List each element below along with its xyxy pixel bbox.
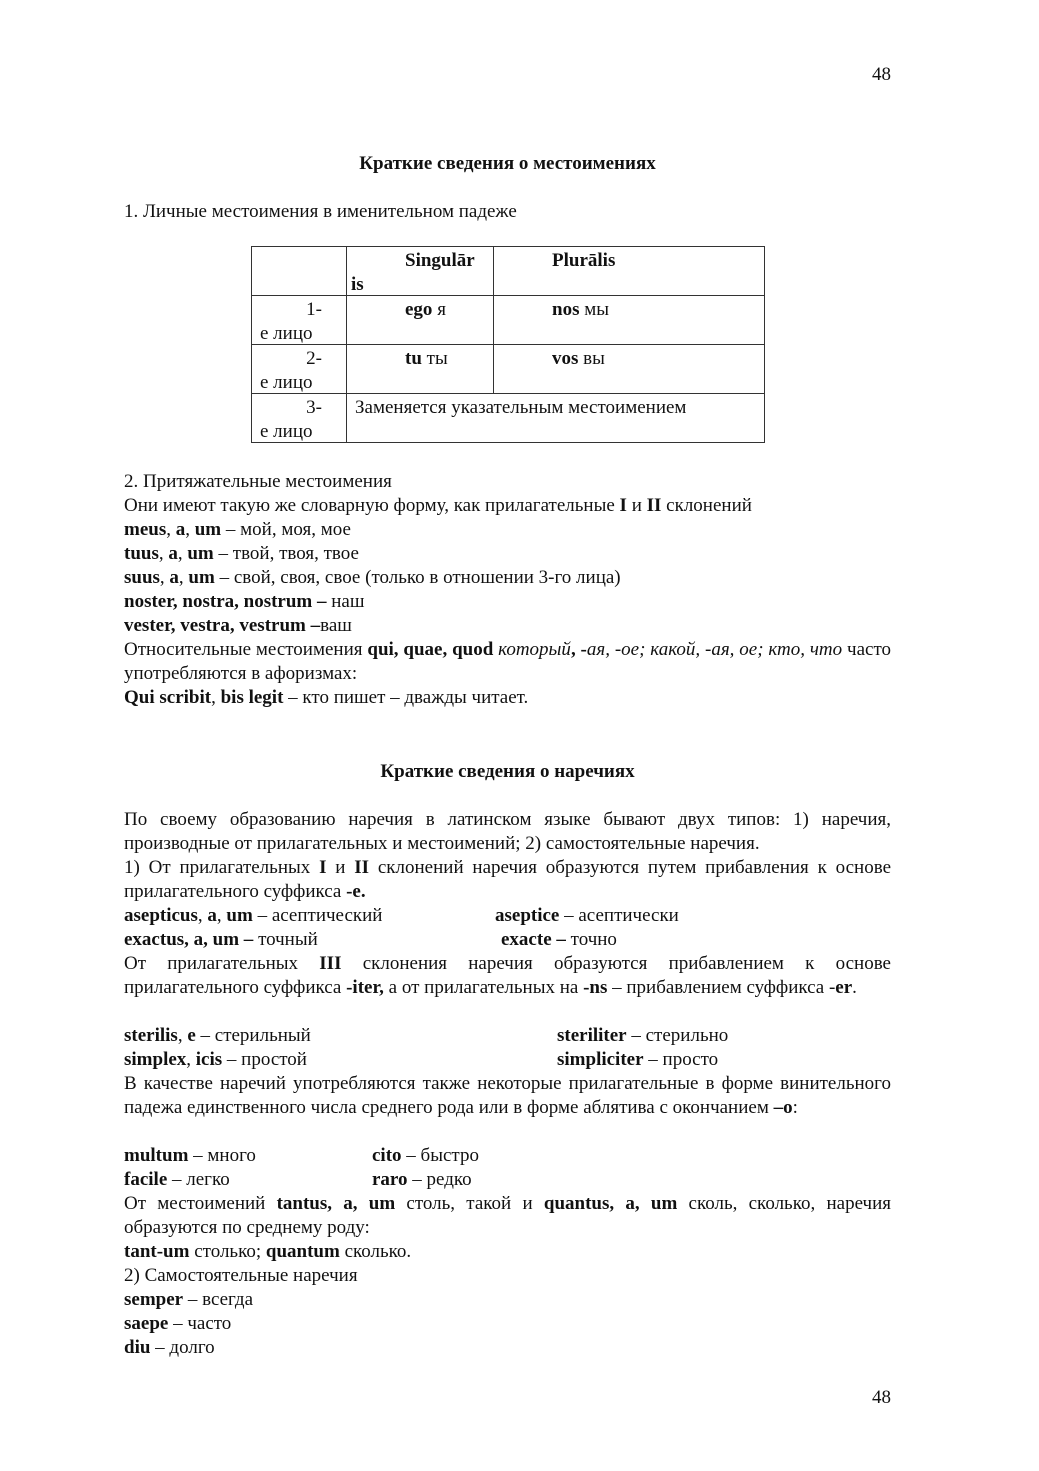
header-singular-cell	[347, 247, 494, 296]
table-row	[252, 394, 765, 443]
adverbs-from-pronouns: От местоимений tantus, a, um столь, такой и quantus, a, um сколь, сколько, наречия образуются по среднему роду:	[124, 1193, 892, 1238]
example-row: facile – легко	[124, 1169, 230, 1190]
example-adverb: simpliciter – просто	[557, 1049, 719, 1070]
relative-pronouns-paragraph: Относительные местоимения qui, quae, quod который, -ая, -ое; какой, -ая, ое; кто, что часто употребляются в афоризмах:	[124, 639, 892, 684]
row-number: 1-	[306, 299, 322, 320]
latin-form: ego	[405, 299, 433, 320]
row-number: 2-	[306, 348, 322, 369]
example-row: exactus, a, um – точный	[124, 929, 318, 950]
singular-cell	[347, 296, 494, 345]
example-row: multum – много	[124, 1145, 256, 1166]
third-person-note: Заменяется указательным местоимением	[355, 397, 687, 418]
example-adverb: exacte – точно	[501, 929, 617, 950]
example-row: simplex, icis – простой	[124, 1049, 307, 1070]
list-item: meus, a, um – мой, моя, мое	[124, 519, 351, 540]
row-label: е лицо	[260, 323, 313, 344]
header-plural-cell	[494, 247, 765, 296]
example-adverb: cito – быстро	[372, 1145, 479, 1166]
list-item: saepe – часто	[124, 1313, 232, 1334]
item-personal-pronouns: 1. Личные местоимения в именительном падеже	[124, 201, 517, 222]
list-item: noster, nostra, nostrum – наш	[124, 591, 365, 612]
latin-form: nos	[552, 299, 580, 320]
example-adverb: raro – редко	[372, 1169, 472, 1190]
table-corner-cell	[252, 247, 347, 296]
translation: вы	[578, 348, 605, 369]
example-adverb: steriliter – стерильно	[557, 1025, 729, 1046]
list-item: semper – всегда	[124, 1289, 253, 1310]
row-label-cell	[252, 296, 347, 345]
list-item: diu – долго	[124, 1337, 215, 1358]
row-label: е лицо	[260, 421, 313, 442]
example-row: tant-um столько; quantum сколько.	[124, 1241, 412, 1262]
adverbs-accusative-ablative: В качестве наречий употребляются также некоторые прилагательные в форме винительного падежа единственного числа среднего рода или в форме аблятива с окончанием –o:	[124, 1073, 891, 1118]
list-item: tuus, a, um – твой, твоя, твое	[124, 543, 359, 564]
merged-cell	[347, 394, 765, 443]
possessive-intro: Они имеют такую же словарную форму, как прилагательные I и II склонений	[124, 495, 752, 516]
table-header-row	[252, 247, 765, 296]
example-row: asepticus, a, um – асептический	[124, 905, 383, 926]
plural-cell	[494, 345, 765, 394]
latin-form: tu	[405, 348, 422, 369]
header-is: is	[351, 274, 364, 295]
adverbs-rule-1: 1) От прилагательных I и II склонений наречия образуются путем прибавления к основе прилагательного суффикса -e.	[124, 857, 891, 902]
section-title-adverbs: Краткие сведения о наречиях	[380, 761, 635, 782]
list-item: suus, a, um – свой, своя, свое (только в отношении 3-го лица)	[124, 567, 621, 588]
list-item: vester, vestra, vestrum –ваш	[124, 615, 352, 636]
translation: мы	[579, 299, 610, 320]
row-label: е лицо	[260, 372, 313, 393]
translation: ты	[421, 348, 448, 369]
row-label-cell	[252, 345, 347, 394]
page-number-top: 48	[872, 64, 891, 85]
header-plural: Plurālis	[552, 250, 616, 271]
item-possessive-pronouns: 2. Притяжательные местоимения	[124, 471, 392, 492]
adverbs-rule-3rd-declension: От прилагательных III склонения наречия образуются прибавлением к основе прилагательного суффикса -iter, а от прилагательных на -ns – прибавлением суффикса -er.	[124, 953, 891, 998]
example-adverb: aseptice – асептически	[495, 905, 679, 926]
singular-cell	[347, 345, 494, 394]
plural-cell	[494, 296, 765, 345]
section-title-pronouns: Краткие сведения о местоимениях	[359, 153, 656, 174]
table-row	[252, 345, 765, 394]
header-singular: Singulār	[405, 250, 475, 271]
independent-adverbs-heading: 2) Самостоятельные наречия	[124, 1265, 358, 1286]
example-row: sterilis, e – стерильный	[124, 1025, 311, 1046]
row-number: 3-	[306, 397, 322, 418]
translation: я	[432, 299, 446, 320]
latin-form: vos	[552, 348, 579, 369]
aphorism-example: Qui scribit, bis legit – кто пишет – дважды читает.	[124, 687, 529, 708]
table-row	[252, 296, 765, 345]
row-label-cell	[252, 394, 347, 443]
personal-pronouns-table	[251, 246, 765, 443]
adverbs-intro: По своему образованию наречия в латинском языке бывают двух типов: 1) наречия, производные от прилагательных и местоимений; 2) самостоятельные наречия.	[124, 809, 891, 854]
page-number-bottom: 48	[872, 1387, 891, 1408]
